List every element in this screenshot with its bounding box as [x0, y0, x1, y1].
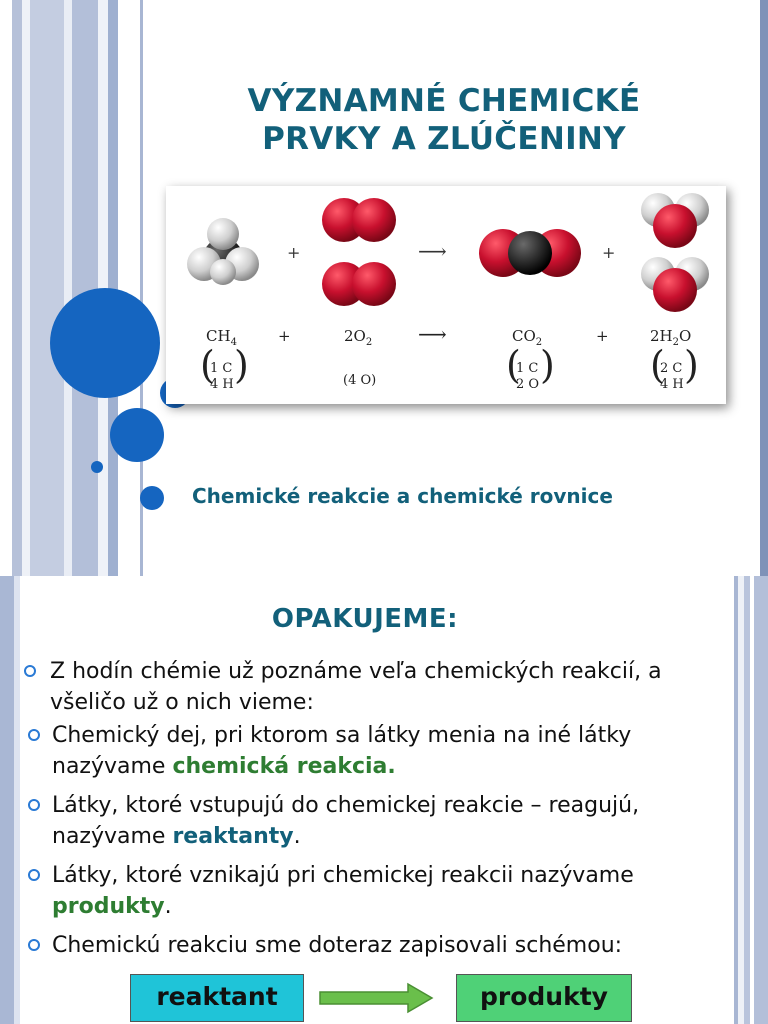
paren-right-3: )	[684, 343, 699, 387]
bullet-circle-icon	[28, 799, 40, 811]
bullet-circle-icon	[24, 665, 36, 677]
bullet-text: Chemický dej, pri ktorom sa látky menia na iné látky nazývame	[52, 723, 632, 779]
slide-title	[150, 82, 738, 158]
list-item	[22, 656, 742, 718]
decorative-circle-tiny	[91, 461, 103, 473]
bullet-text: Z hodín chémie už poznáme veľa chemických reakcií, a všeličo už o nich vieme:	[50, 659, 662, 715]
atoms-o2: (4 O)	[343, 373, 377, 388]
list-item	[22, 720, 742, 782]
scheme-reaktant-box: reaktant	[130, 974, 304, 1022]
atoms-co2-o: 2 O	[516, 377, 540, 392]
formula-2o2: $2O_2$	[344, 327, 373, 348]
reaction-equation-image	[166, 186, 726, 404]
right-border-stripe	[760, 0, 768, 576]
decorative-circle-large	[50, 288, 160, 398]
decorative-circle-medium	[110, 408, 164, 462]
equation-arrow-1: ⟶	[418, 239, 447, 263]
formula-ch4: $CH_4$	[206, 327, 237, 348]
atoms-ch4-c: 1 C	[210, 361, 233, 376]
bullet-text: Látky, ktoré vznikajú pri chemickej reakcii nazývame	[52, 863, 634, 888]
decorative-stripes	[0, 0, 150, 576]
bullet-circle-icon	[28, 869, 40, 881]
bullet-circle-icon	[28, 939, 40, 951]
slide-title-line1: VÝZNAMNÉ CHEMICKÉ	[247, 83, 641, 119]
term-reaktanty: reaktanty	[172, 824, 294, 849]
oxygen-molecule-icon	[322, 198, 396, 306]
methane-molecule-icon	[187, 218, 259, 285]
left-border-stripe-light	[14, 576, 20, 1024]
bullet-list	[22, 656, 742, 969]
scheme-produkty-box: produkty	[456, 974, 632, 1022]
slide-subtitle: Chemické reakcie a chemické rovnice	[192, 484, 613, 508]
atoms-h2o-h: 4 H	[660, 377, 684, 392]
paren-left-1: (	[200, 343, 215, 387]
formula-2h2o: $2H_2O$	[650, 327, 692, 348]
bullet-text-end: .	[164, 894, 172, 919]
slide-2	[0, 576, 768, 1024]
paren-right-1: )	[234, 343, 249, 387]
formula-plus-1: +	[278, 327, 291, 345]
bullet-text: Chemickú reakciu sme doteraz zapisovali schémou:	[52, 933, 623, 958]
carbon-dioxide-molecule-icon	[479, 229, 581, 277]
term-chemicka-reakcia: chemická reakcia.	[172, 754, 396, 779]
formula-plus-2: +	[596, 327, 609, 345]
list-item	[22, 930, 742, 961]
bullet-text: Látky, ktoré vstupujú do chemickej reakcie – reagujú, nazývame	[52, 793, 640, 849]
water-molecule-icon	[641, 193, 709, 312]
arrow-right-icon	[318, 982, 436, 1014]
list-item	[22, 790, 742, 852]
term-produkty: produkty	[52, 894, 165, 919]
slide-title-line2: PRVKY A ZLÚČENINY	[262, 121, 626, 157]
paren-left-3: (	[650, 343, 665, 387]
equation-plus-2: +	[602, 243, 616, 262]
bullet-circle	[140, 486, 164, 510]
paren-left-2: (	[506, 343, 521, 387]
atoms-co2-c: 1 C	[516, 361, 539, 376]
bullet-text-end: .	[293, 824, 301, 849]
atoms-ch4-h: 4 H	[210, 377, 234, 392]
list-item	[22, 860, 742, 922]
formula-arrow: ⟶	[418, 322, 447, 346]
slide-title: OPAKUJEME:	[271, 604, 459, 634]
paren-right-2: )	[540, 343, 555, 387]
equation-plus-1: +	[287, 243, 301, 262]
left-border-stripe	[0, 576, 14, 1024]
atoms-h2o-c: 2 C	[660, 361, 683, 376]
formula-co2: $CO_2$	[512, 327, 543, 348]
bullet-circle-icon	[28, 729, 40, 741]
